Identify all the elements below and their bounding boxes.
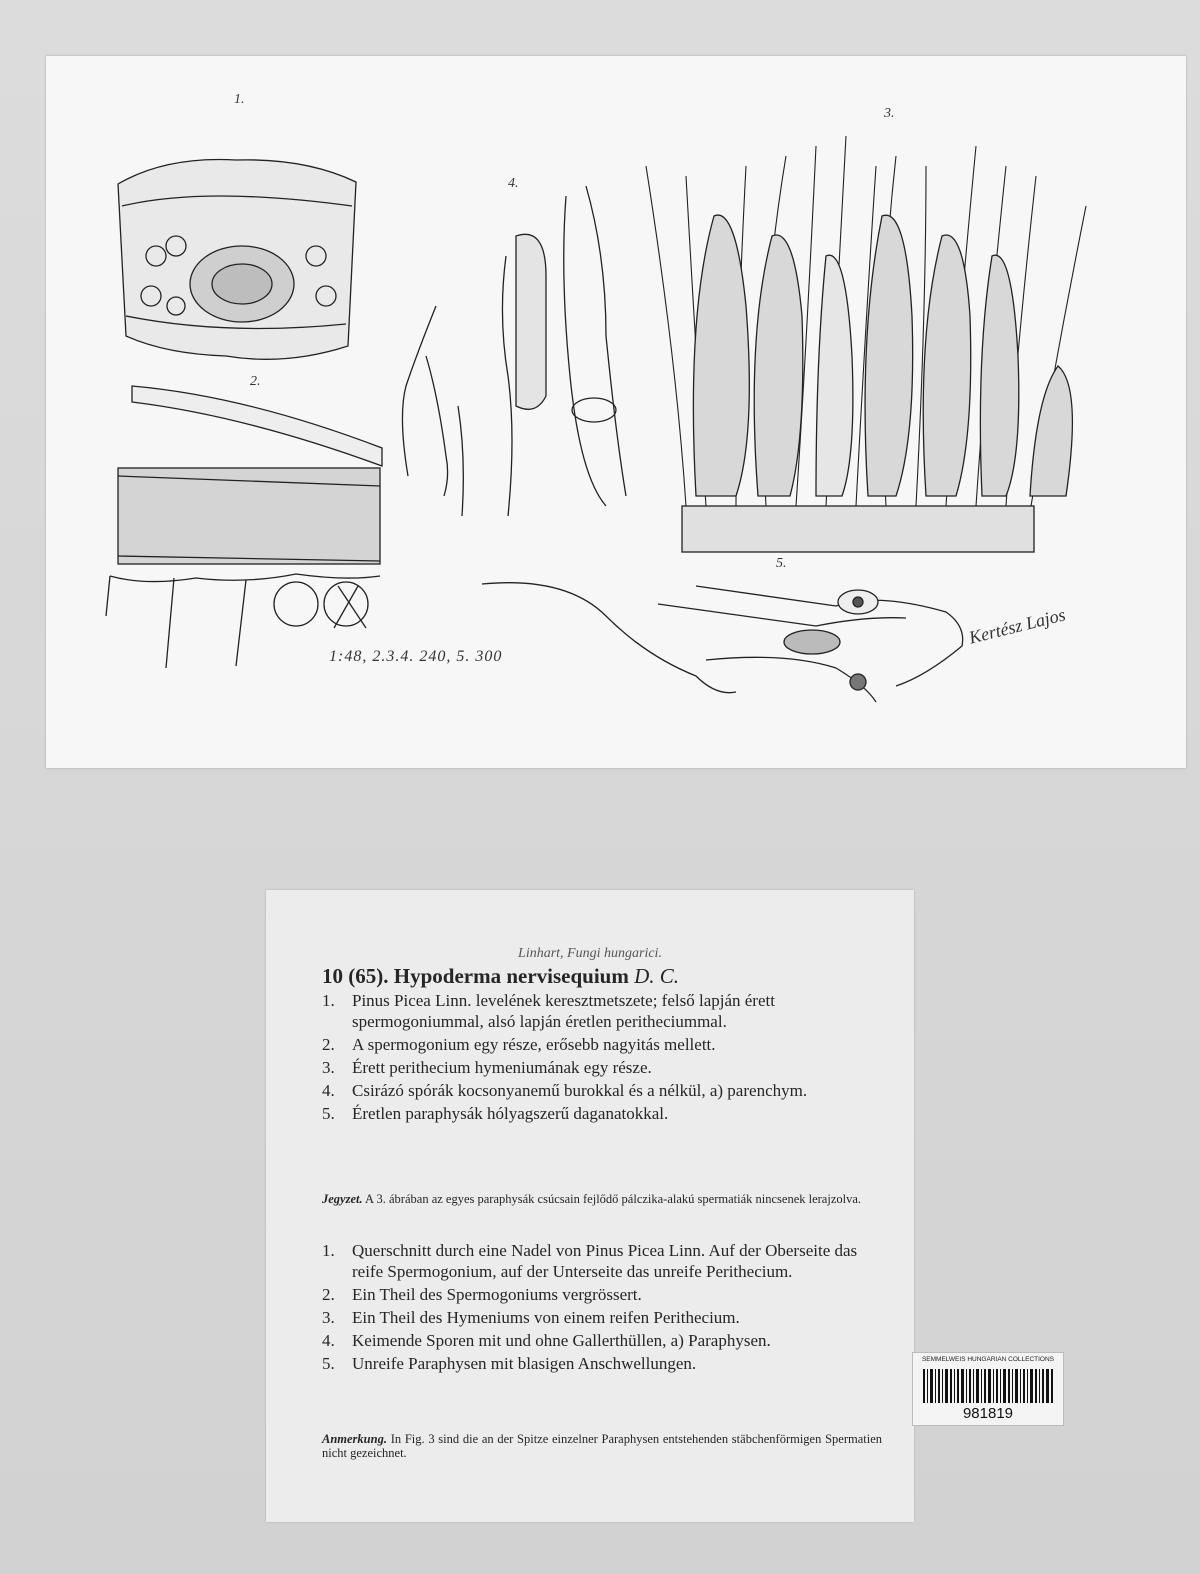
list-item: 1. Pinus Picea Linn. levelének keresztmetszete; felső lapján érett spermogoniummal, alsó lapján éretlen peritheciummal.	[322, 991, 775, 1031]
german-note: Anmerkung. In Fig. 3 sind die an der Spitze einzelner Paraphysen entstehenden stäbchenförmigen Spermatien nicht gezeichnet.	[322, 1432, 882, 1460]
list-item: 2. A spermogonium egy része, erősebb nagyitás mellett.	[322, 1035, 716, 1054]
fig-label-3: 3.	[884, 106, 895, 121]
magnification-note: 1:48, 2.3.4. 240, 5. 300	[329, 648, 503, 665]
title-number: 10 (65).	[322, 964, 389, 988]
list-item: 4. Csirázó spórák kocsonyanemű burokkal és a nélkül, a) parenchym.	[322, 1081, 808, 1100]
fig-label-5: 5.	[776, 556, 787, 571]
barcode-number: 981819	[962, 1405, 1014, 1422]
barcode-institution: SEMMELWEIS HUNGARIAN COLLECTIONS	[921, 1356, 1055, 1363]
list-item: 1. Querschnitt durch eine Nadel von Pinus Picea Linn. Auf der Oberseite das reife Spermogonium, auf der Unterseite das unreife Perithecium.	[322, 1241, 858, 1281]
fig-label-2: 2.	[250, 374, 261, 389]
series-header: Linhart, Fungi hungarici.	[518, 946, 662, 961]
artist-signature: Kertész Lajos	[966, 604, 1068, 648]
list-item: 3. Érett perithecium hymeniumának egy része.	[322, 1058, 652, 1077]
illustration-plate	[46, 56, 1186, 768]
hungarian-note: Jegyzet. A 3. ábrában az egyes paraphysák csúcsain fejlődő pálczika-alakú spermatiák nincsenek lerajzolva.	[322, 1192, 862, 1206]
species-title	[322, 964, 679, 989]
list-item: 4. Keimende Sporen mit und ohne Gallerthüllen, a) Paraphysen.	[322, 1331, 771, 1350]
list-item: 5. Éretlen paraphysák hólyagszerű daganatokkal.	[322, 1104, 669, 1123]
german-legend	[322, 1240, 882, 1376]
printed-label	[266, 890, 914, 1522]
botanical-illustration	[46, 56, 1186, 768]
hungarian-legend	[322, 990, 882, 1126]
list-item: 5. Unreife Paraphysen mit blasigen Anschwellungen.	[322, 1354, 697, 1373]
fig-label-1: 1.	[234, 92, 245, 107]
barcode-bars	[923, 1369, 1053, 1403]
list-item: 2. Ein Theil des Spermogoniums vergrössert.	[322, 1285, 642, 1304]
title-name: Hypoderma nervisequium	[393, 964, 629, 988]
title-author: D. C.	[634, 964, 680, 988]
specimen-barcode	[912, 1352, 1064, 1426]
fig-label-4: 4.	[508, 176, 519, 191]
list-item: 3. Ein Theil des Hymeniums von einem reifen Perithecium.	[322, 1308, 740, 1327]
